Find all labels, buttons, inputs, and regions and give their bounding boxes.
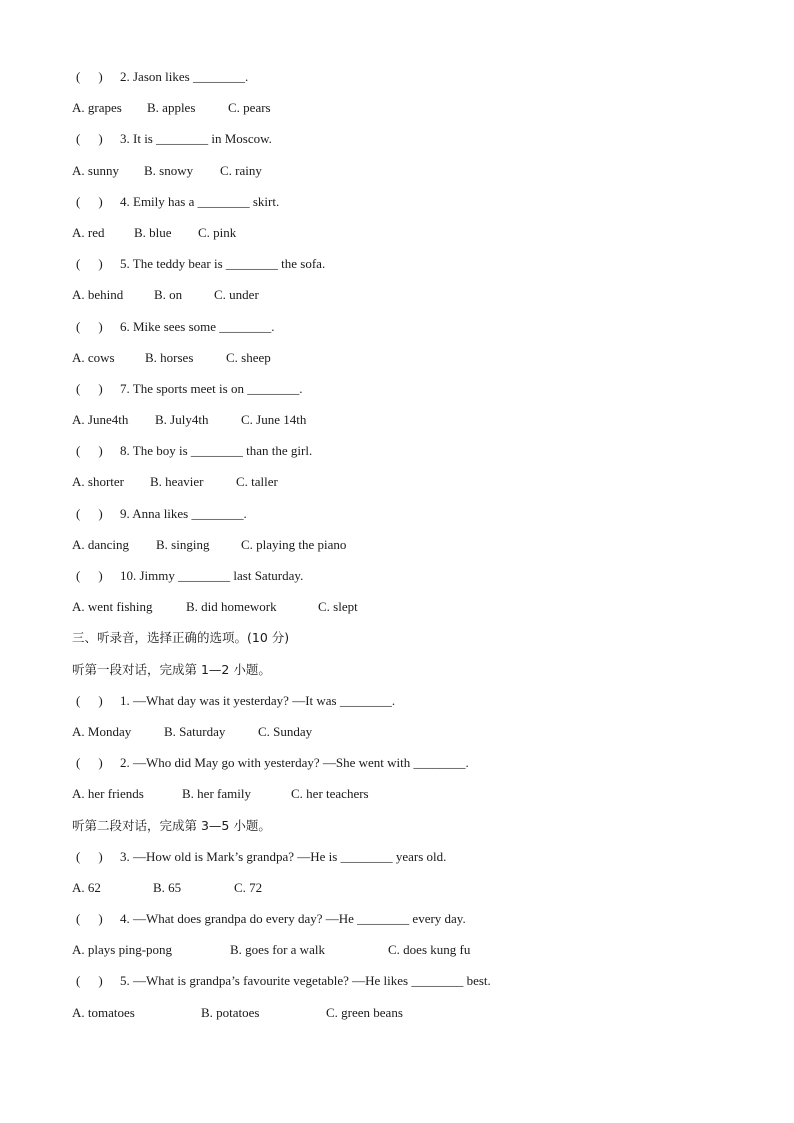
worksheet-page [72, 61, 752, 1028]
option-b: B. on [154, 287, 183, 303]
options-line [72, 155, 752, 186]
answer-paren[interactable]: ( ) [76, 256, 103, 272]
option-c: C. sheep [226, 349, 271, 365]
option-c: C. her teachers [291, 786, 369, 802]
option-a: A. her friends [72, 786, 144, 802]
question-line [72, 965, 752, 996]
option-a: A. Monday [72, 723, 132, 739]
answer-paren[interactable]: ( ) [76, 973, 103, 989]
option-b: B. potatoes [201, 1004, 260, 1020]
question-line [72, 311, 752, 342]
option-a: A. behind [72, 287, 124, 303]
question-text: 4. Emily has a ________ skirt. [120, 193, 280, 209]
option-c: C. does kung fu [388, 942, 471, 958]
options-line [72, 716, 752, 747]
options-line [72, 92, 752, 123]
option-b: B. blue [134, 224, 172, 240]
options-line [72, 934, 752, 965]
question-text: 5. —What is grandpa’s favourite vegetable? —He likes ________ best. [120, 973, 491, 989]
option-c: C. rainy [220, 162, 262, 178]
option-b: B. horses [145, 349, 194, 365]
options-line [72, 404, 752, 435]
option-a: A. red [72, 224, 105, 240]
question-text: 8. The boy is ________ than the girl. [120, 443, 313, 459]
options-line [72, 997, 752, 1028]
option-a: A. 62 [72, 879, 101, 895]
option-c: C. under [214, 287, 259, 303]
option-a: A. sunny [72, 162, 119, 178]
option-b: B. Saturday [164, 723, 226, 739]
option-b: B. heavier [150, 474, 204, 490]
answer-paren[interactable]: ( ) [76, 755, 103, 771]
option-c: C. playing the piano [241, 536, 347, 552]
option-a: A. cows [72, 349, 115, 365]
option-c: C. taller [236, 474, 278, 490]
option-a: A. went fishing [72, 599, 153, 615]
answer-paren[interactable]: ( ) [76, 443, 103, 459]
option-b: B. goes for a walk [230, 942, 325, 958]
option-c: C. green beans [326, 1004, 403, 1020]
question-line [72, 248, 752, 279]
question-line [72, 123, 752, 154]
options-line [72, 872, 752, 903]
option-b: B. July4th [155, 412, 209, 428]
question-text: 1. —What day was it yesterday? —It was ________. [120, 692, 396, 708]
options-line [72, 217, 752, 248]
options-line [72, 529, 752, 560]
answer-paren[interactable]: ( ) [76, 848, 103, 864]
part-intro: 听第一段对话，完成第 1—2 小题。 [72, 661, 271, 677]
question-text: 2. Jason likes ________. [120, 69, 249, 84]
options-line [72, 778, 752, 809]
options-line [72, 466, 752, 497]
part-intro: 听第二段对话，完成第 3—5 小题。 [72, 817, 271, 833]
question-text: 6. Mike sees some ________. [120, 318, 275, 334]
question-line [72, 841, 752, 872]
option-b: B. 65 [153, 879, 182, 895]
section-heading: 三、听录音，选择正确的选项。(10 分) [72, 630, 290, 646]
option-c: C. pears [228, 100, 271, 116]
option-c: C. June 14th [241, 412, 307, 428]
option-a: A. dancing [72, 536, 130, 552]
option-a: A. shorter [72, 474, 124, 490]
question-line [72, 186, 752, 217]
options-line [72, 591, 752, 622]
option-c: C. Sunday [258, 723, 313, 739]
option-c: C. 72 [234, 879, 263, 895]
option-a: A. tomatoes [72, 1004, 135, 1020]
option-a: A. grapes [72, 100, 122, 116]
question-text: 3. It is ________ in Moscow. [120, 131, 272, 147]
question-text: 5. The teddy bear is ________ the sofa. [120, 256, 326, 272]
answer-paren[interactable]: ( ) [76, 911, 103, 927]
question-line [72, 435, 752, 466]
question-text: 10. Jimmy ________ last Saturday. [120, 568, 304, 583]
answer-paren[interactable]: ( ) [76, 193, 103, 209]
question-text: 7. The sports meet is on ________. [120, 380, 303, 396]
answer-paren[interactable]: ( ) [76, 380, 103, 396]
question-text: 2. —Who did May go with yesterday? —She went with ________. [120, 755, 469, 771]
answer-paren[interactable]: ( ) [76, 692, 103, 708]
answer-paren[interactable]: ( ) [76, 505, 103, 521]
option-c: C. slept [318, 599, 358, 615]
option-c: C. pink [198, 224, 237, 240]
answer-paren[interactable]: ( ) [76, 568, 103, 583]
question-text: 3. —How old is Mark’s grandpa? —He is ________ years old. [120, 848, 447, 864]
question-line [72, 373, 752, 404]
question-line [72, 685, 752, 716]
question-line [72, 560, 752, 591]
option-b: B. apples [147, 100, 196, 116]
question-line [72, 903, 752, 934]
option-b: B. did homework [186, 599, 277, 615]
option-b: B. singing [156, 536, 210, 552]
question-text: 9. Anna likes ________. [120, 505, 247, 521]
option-b: B. snowy [144, 162, 194, 178]
answer-paren[interactable]: ( ) [76, 131, 103, 147]
option-a: A. June4th [72, 412, 129, 428]
option-b: B. her family [182, 786, 251, 802]
answer-paren[interactable]: ( ) [76, 318, 103, 334]
question-text: 4. —What does grandpa do every day? —He ________ every day. [120, 911, 466, 927]
option-a: A. plays ping-pong [72, 942, 173, 958]
answer-paren[interactable]: ( ) [76, 69, 103, 84]
question-line [72, 747, 752, 778]
question-line [72, 498, 752, 529]
options-line [72, 279, 752, 310]
question-line [72, 61, 752, 92]
options-line [72, 342, 752, 373]
